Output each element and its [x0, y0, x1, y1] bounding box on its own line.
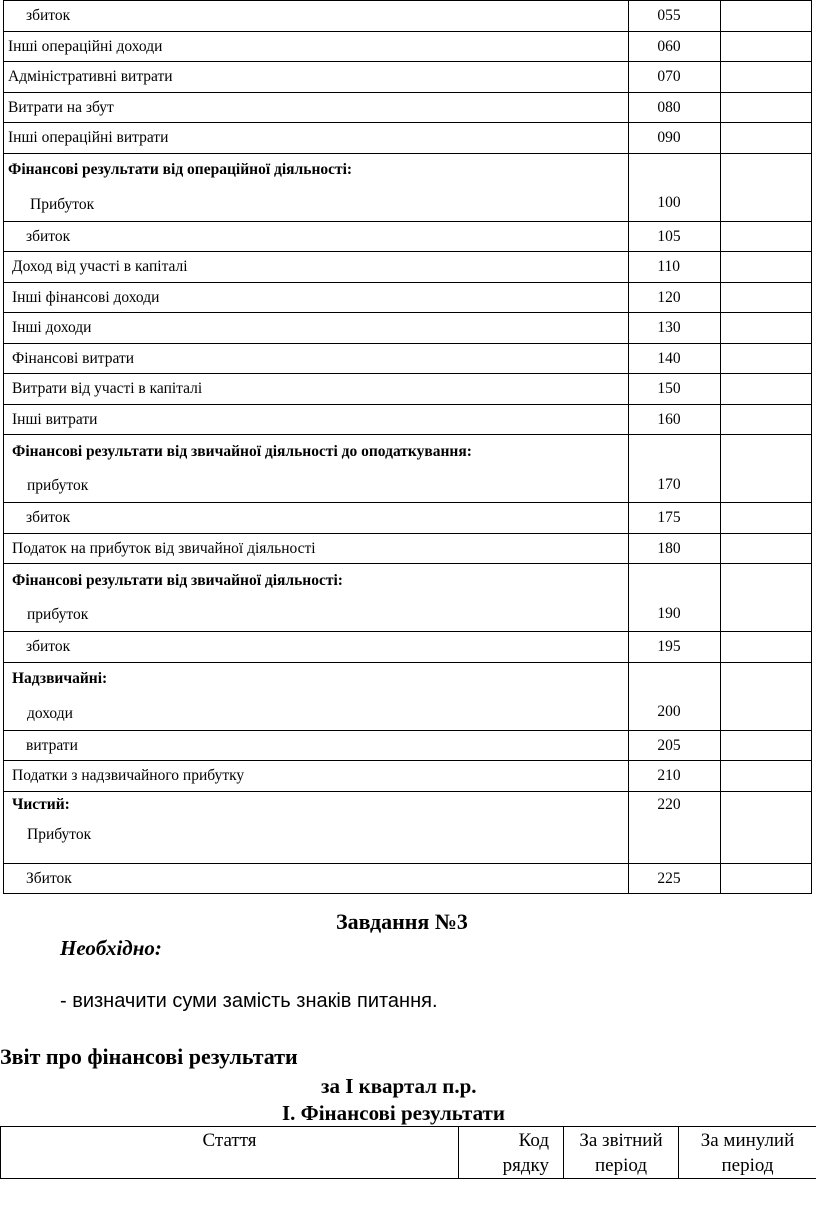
row-value	[720, 533, 811, 564]
table-row	[4, 123, 812, 154]
header-current-line1: За звітний	[579, 1130, 663, 1151]
row-code: 180	[629, 533, 720, 564]
row-code: 105	[629, 221, 720, 252]
row-code: 175	[629, 503, 720, 534]
report-header-table	[0, 1126, 816, 1179]
row-label: збиток	[4, 632, 629, 663]
row-value	[720, 761, 811, 792]
row-label-group	[4, 435, 629, 503]
row-value	[720, 503, 811, 534]
table-row	[4, 533, 812, 564]
row-heading: Фінансові результати від звичайної діяльності до оподаткування:	[12, 442, 472, 460]
row-label: Витрати на збут	[4, 92, 629, 123]
row-code: 150	[629, 374, 720, 405]
row-label-group	[4, 662, 629, 730]
table-row	[4, 791, 812, 863]
report-period: за І квартал п.р.	[321, 1074, 477, 1098]
row-value	[720, 221, 811, 252]
section-title: І. Фінансові результати	[282, 1101, 505, 1125]
table-row	[4, 31, 812, 62]
task-title: Завдання №3	[336, 909, 468, 934]
row-value	[720, 730, 811, 761]
table-row	[4, 404, 812, 435]
row-label: Збиток	[4, 863, 629, 894]
row-label: Інші операційні витрати	[4, 123, 629, 154]
header-code-line1: Код	[518, 1130, 549, 1151]
row-value	[720, 564, 811, 632]
row-code: 140	[629, 343, 720, 374]
row-value	[720, 282, 811, 313]
row-label: Інші витрати	[4, 404, 629, 435]
row-code: 200	[629, 662, 720, 730]
header-previous-line1: За минулий	[700, 1130, 795, 1151]
row-label: Витрати від участі в капіталі	[4, 374, 629, 405]
header-row	[1, 1127, 816, 1179]
row-label: Податки з надзвичайного прибутку	[4, 761, 629, 792]
header-previous-period	[679, 1127, 816, 1179]
row-value	[720, 374, 811, 405]
row-code: 070	[629, 62, 720, 93]
row-label: Прибуток	[30, 195, 95, 213]
row-label: Інші фінансові доходи	[4, 282, 629, 313]
header-code	[459, 1127, 564, 1179]
row-code: 160	[629, 404, 720, 435]
table-row	[4, 313, 812, 344]
row-label: прибуток	[27, 606, 89, 623]
row-code: 225	[629, 863, 720, 894]
row-code: 060	[629, 31, 720, 62]
row-value	[720, 313, 811, 344]
row-label: Податок на прибуток від звичайної діяльності	[4, 533, 629, 564]
header-current-line2: період	[595, 1154, 647, 1176]
row-code: 100	[629, 153, 720, 221]
row-value	[720, 632, 811, 663]
table-row	[4, 153, 812, 221]
row-code: 130	[629, 313, 720, 344]
table-row	[4, 761, 812, 792]
row-code: 220	[629, 791, 720, 863]
table-row	[4, 435, 812, 503]
row-label: Інші операційні доходи	[4, 31, 629, 62]
row-code: 055	[629, 1, 720, 32]
row-label: збиток	[4, 1, 629, 32]
row-label-group	[4, 791, 629, 863]
row-value	[720, 62, 811, 93]
row-heading: Надзвичайні:	[12, 670, 108, 688]
row-heading: Фінансові результати від операційної діяльності:	[8, 161, 353, 179]
row-code: 210	[629, 761, 720, 792]
table-row	[4, 374, 812, 405]
row-heading: Фінансові результати від звичайної діяльності:	[12, 571, 343, 589]
row-label: Адміністративні витрати	[4, 62, 629, 93]
row-label-group	[4, 153, 629, 221]
row-label: доходи	[27, 704, 73, 722]
table-row	[4, 730, 812, 761]
financial-results-table	[3, 0, 812, 894]
table-row	[4, 662, 812, 730]
table-row	[4, 62, 812, 93]
row-value	[720, 252, 811, 283]
table-row	[4, 252, 812, 283]
row-value	[720, 863, 811, 894]
header-article: Стаття	[1, 1127, 459, 1179]
row-value	[720, 92, 811, 123]
row-label: Фінансові витрати	[4, 343, 629, 374]
row-label: Доход від участі в капіталі	[4, 252, 629, 283]
table-row	[4, 632, 812, 663]
row-code: 080	[629, 92, 720, 123]
row-value	[720, 662, 811, 730]
task-instruction: - визначити суми замість знаків питання.	[60, 990, 438, 1012]
table-row	[4, 1, 812, 32]
table-row	[4, 503, 812, 534]
table-row	[4, 564, 812, 632]
row-value	[720, 435, 811, 503]
row-label: прибуток	[27, 477, 89, 494]
row-value	[720, 153, 811, 221]
header-code-line2: рядку	[502, 1154, 549, 1176]
row-code: 170	[629, 435, 720, 503]
row-code: 205	[629, 730, 720, 761]
row-label: збиток	[4, 503, 629, 534]
row-code: 110	[629, 252, 720, 283]
row-label: збиток	[4, 221, 629, 252]
table-row	[4, 92, 812, 123]
row-label: Інші доходи	[4, 313, 629, 344]
row-code: 090	[629, 123, 720, 154]
header-current-period	[564, 1127, 679, 1179]
row-heading: Чистий:	[12, 795, 70, 813]
table-row	[4, 863, 812, 894]
row-value	[720, 404, 811, 435]
row-code: 190	[629, 564, 720, 632]
row-value	[720, 343, 811, 374]
row-value	[720, 31, 811, 62]
table-row	[4, 282, 812, 313]
need-label: Необхідно:	[60, 936, 162, 960]
row-value	[720, 123, 811, 154]
row-label-group	[4, 564, 629, 632]
row-value	[720, 791, 811, 863]
row-label: Прибуток	[27, 825, 92, 843]
header-previous-line2: період	[721, 1154, 774, 1176]
row-label: витрати	[4, 730, 629, 761]
report-title: Звіт про фінансові результати	[0, 1044, 298, 1069]
row-code: 120	[629, 282, 720, 313]
table-row	[4, 221, 812, 252]
table-row	[4, 343, 812, 374]
row-code: 195	[629, 632, 720, 663]
row-value	[720, 1, 811, 32]
